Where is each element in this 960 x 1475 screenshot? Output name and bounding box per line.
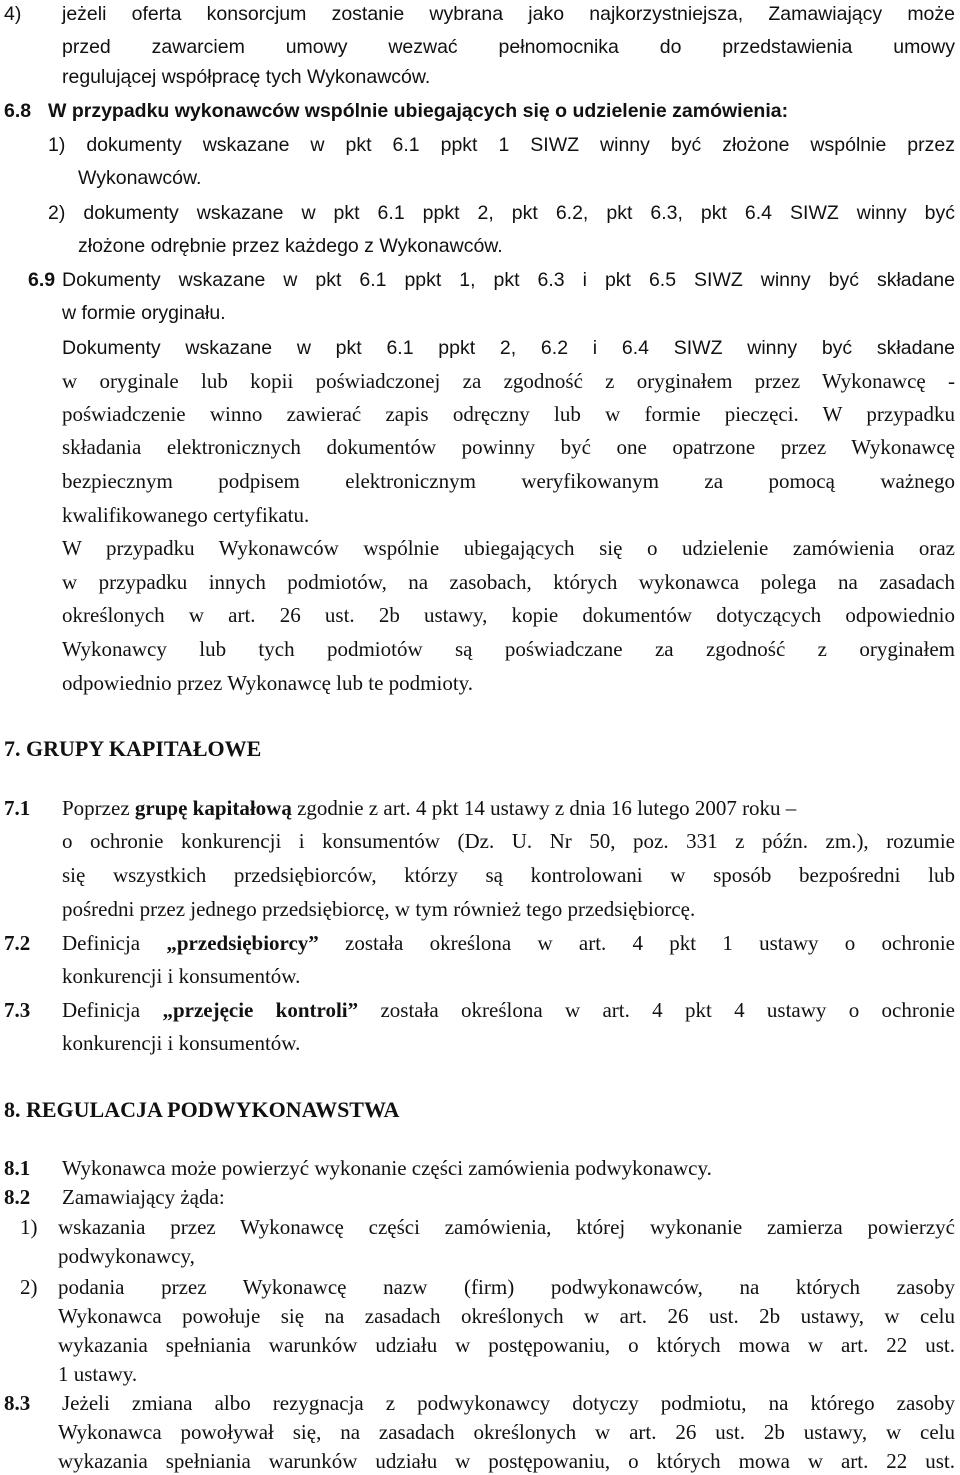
text-line: poświadczenie winno zawierać zapis odręczny lub w formie pieczęci. W przypadku (62, 402, 955, 426)
text-line: w przypadku innych podmiotów, na zasobach, których wykonawca polega na zasadach (62, 570, 955, 594)
section-number: 8.3 (4, 1391, 31, 1415)
text-run: Definicja (62, 931, 167, 955)
text-line: W przypadku Wykonawców wspólnie ubiegających się o udzielenie zamówienia oraz (62, 536, 955, 560)
text-line: złożone odrębnie przez każdego z Wykonawców. (78, 235, 503, 257)
text-run: została określona w art. 4 pkt 1 ustawy o ochronie (318, 931, 956, 955)
text-line: Wykonawca powołuje się na zasadach określonych w art. 26 ust. 2b ustawy, w celu (58, 1304, 955, 1328)
text-line: 1 ustawy. (58, 1362, 138, 1386)
section-number: 8.2 (4, 1185, 31, 1209)
section-number: 6.9 (28, 269, 56, 291)
bold-term: grupę kapitałową (134, 796, 292, 820)
section-heading: 7. GRUPY KAPITAŁOWE (4, 736, 262, 761)
section-number: 7.1 (4, 796, 31, 820)
text-run: Poprzez (62, 796, 135, 820)
text-line: 1) dokumenty wskazane w pkt 6.1 ppkt 1 SIWZ winny być złożone wspólnie przez (48, 134, 955, 156)
text-line: Zamawiający żąda: (62, 1185, 225, 1209)
bold-term: „przedsiębiorcy” (166, 931, 319, 955)
section-number: 8.1 (4, 1156, 31, 1180)
text-line: w oryginale lub kopii poświadczonej za zgodność z oryginałem przez Wykonawcę - (62, 369, 955, 393)
text-line: podania przez Wykonawcę nazw (firm) podwykonawców, na których zasoby (58, 1275, 955, 1299)
text-line: kwalifikowanego certyfikatu. (62, 503, 310, 527)
text-line: wykazania spełniania warunków udziału w postępowaniu, o których mowa w art. 22 ust. (58, 1449, 955, 1473)
text-line: bezpiecznym podpisem elektronicznym weryfikowanym za pomocą ważnego (62, 469, 955, 493)
section-number: 6.8 (4, 100, 32, 122)
text-line: się wszystkich przedsiębiorców, którzy są kontrolowani w sposób bezpośredni lub (62, 863, 955, 887)
text-line: regulującej współpracę tych Wykonawców. (62, 66, 431, 88)
text-line: Dokumenty wskazane w pkt 6.1 ppkt 1, pkt 6.3 i pkt 6.5 SIWZ winny być składane (62, 269, 955, 291)
section-number: 7.2 (4, 931, 31, 955)
list-number: 2) (20, 1275, 38, 1299)
text-run: zgodnie z art. 4 pkt 14 ustawy z dnia 16 lutego 2007 roku – (291, 796, 797, 820)
text-line: jeżeli oferta konsorcjum zostanie wybrana jako najkorzystniejsza, Zamawiający może (62, 3, 955, 25)
text-run: została określona w art. 4 pkt 4 ustawy o ochronie (358, 998, 955, 1022)
text-line: o ochronie konkurencji i konsumentów (Dz. U. Nr 50, poz. 331 z późn. zm.), rozumie (62, 829, 955, 853)
text-run: Definicja (62, 998, 163, 1022)
text-line: składania elektronicznych dokumentów powinny być one opatrzone przez Wykonawcę (62, 435, 955, 459)
text-line: pośredni przez jednego przedsiębiorcę, w tym również tego przedsiębiorcę. (62, 897, 696, 921)
text-line: przed zawarciem umowy wezwać pełnomocnika do przedstawienia umowy (62, 36, 955, 58)
section-heading-text: W przypadku wykonawców wspólnie ubiegających się o udzielenie zamówienia: (48, 100, 789, 122)
text-line: odpowiednio przez Wykonawcę lub te podmioty. (62, 671, 474, 695)
text-line (62, 931, 955, 955)
text-line: 2) dokumenty wskazane w pkt 6.1 ppkt 2, pkt 6.2, pkt 6.3, pkt 6.4 SIWZ winny być (48, 202, 955, 224)
text-line: określonych w art. 26 ust. 2b ustawy, kopie dokumentów dotyczących odpowiednio (62, 603, 955, 627)
text-line: w formie oryginału. (62, 302, 226, 324)
text-line: Wykonawców. (78, 167, 202, 189)
text-line: konkurencji i konsumentów. (62, 1031, 301, 1055)
text-line: podwykonawcy, (58, 1244, 195, 1268)
text-line: Jeżeli zmiana albo rezygnacja z podwykonawcy dotyczy podmiotu, na którego zasoby (62, 1391, 955, 1415)
text-line: konkurencji i konsumentów. (62, 964, 301, 988)
text-line: wykazania spełniania warunków udziału w postępowaniu, o których mowa w art. 22 ust. (58, 1333, 955, 1357)
text-line: Dokumenty wskazane w pkt 6.1 ppkt 2, 6.2 i 6.4 SIWZ winny być składane (62, 337, 955, 359)
section-heading: 8. REGULACJA PODWYKONAWSTWA (4, 1097, 400, 1122)
text-line (62, 998, 955, 1022)
text-line: Wykonawca powoływał się, na zasadach określonych w art. 26 ust. 2b ustawy, w celu (58, 1420, 955, 1444)
item-number: 4) (4, 3, 22, 25)
text-line (62, 796, 796, 820)
bold-term: „przejęcie kontroli” (162, 998, 359, 1022)
section-number: 7.3 (4, 998, 31, 1022)
list-number: 1) (20, 1215, 38, 1239)
text-line: Wykonawca może powierzyć wykonanie części zamówienia podwykonawcy. (62, 1156, 712, 1180)
text-line: Wykonawcy lub tych podmiotów są poświadczane za zgodność z oryginałem (62, 637, 955, 661)
text-line: wskazania przez Wykonawcę części zamówienia, której wykonanie zamierza powierzyć (58, 1215, 955, 1239)
